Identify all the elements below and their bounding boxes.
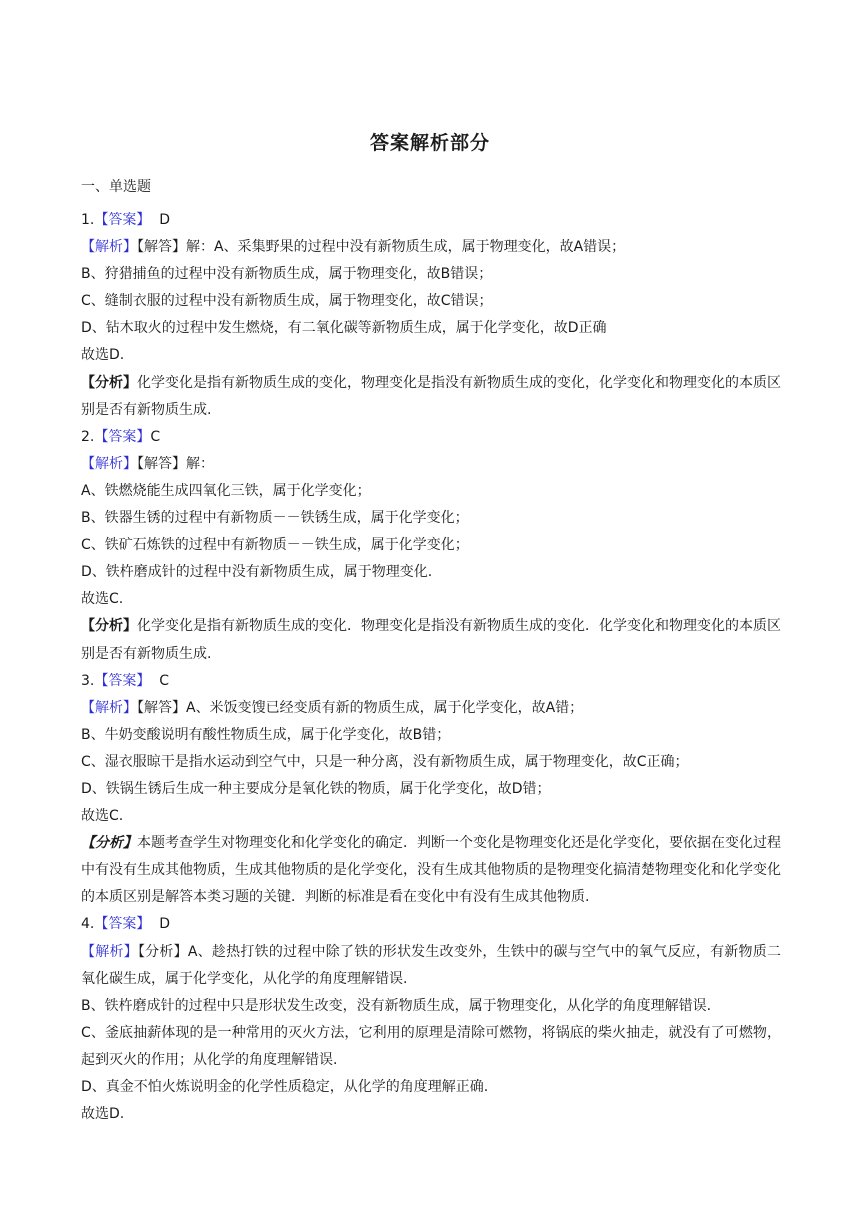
conclusion-line: 故选C. bbox=[81, 808, 124, 825]
jieda-text: 解：A、采集野果的过程中没有新物质生成，属于物理变化，故A错误； bbox=[186, 239, 626, 256]
answer-line-2 bbox=[81, 424, 781, 451]
conclusion-line: 故选D. bbox=[81, 347, 125, 364]
question-number: 2. bbox=[81, 428, 95, 445]
section-heading: 一、单选题 bbox=[81, 179, 151, 195]
jieda-text: 解： bbox=[186, 455, 214, 472]
jiexi-tag: 【解析】 bbox=[81, 699, 137, 716]
answer-tag: 【答案】 bbox=[94, 212, 151, 228]
jiexi-line bbox=[81, 451, 781, 478]
answer-line-1 bbox=[81, 207, 781, 234]
fenxi-paragraph bbox=[81, 939, 781, 993]
jiexi-tag: 【解析】 bbox=[81, 943, 138, 960]
answer-tag: 【答案】 bbox=[94, 428, 151, 445]
analysis-tag: 【分析】 bbox=[81, 618, 137, 635]
jiexi-tag: 【解析】 bbox=[81, 455, 137, 472]
question-number: 3. bbox=[81, 672, 95, 689]
answer-tag: 【答案】 bbox=[94, 672, 151, 689]
answer-value: C bbox=[159, 672, 170, 689]
analysis-paragraph bbox=[81, 370, 781, 424]
answer-value: D bbox=[159, 212, 171, 228]
answer-line-4 bbox=[81, 911, 781, 938]
analysis-paragraph bbox=[81, 830, 781, 911]
explanation-line: D、钻木取火的过程中发生燃烧，有二氧化碳等新物质生成，属于化学变化，故D正确 bbox=[81, 320, 607, 337]
explanation-line: B、牛奶变酸说明有酸性物质生成，属于化学变化，故B错； bbox=[81, 726, 451, 743]
analysis-tag: 【分析】 bbox=[81, 374, 137, 391]
answer-line-3 bbox=[81, 668, 781, 695]
analysis-text: 化学变化是指有新物质生成的变化，物理变化是指没有新物质生成的变化，化学变化和物理变化的本质区别是否有新物质生成. bbox=[81, 374, 781, 418]
jieda-tag: 【解答】 bbox=[137, 239, 186, 256]
explanation-line: C、缝制衣服的过程中没有新物质生成，属于物理变化，故C错误； bbox=[81, 293, 493, 310]
fenxi-text: A、趁热打铁的过程中除了铁的形状发生改变外，生铁中的碳与空气中的氧气反应，有新物质二氧化碳生成，属于化学变化，从化学的角度理解错误. bbox=[81, 943, 782, 987]
jieda-tag: 【解答】 bbox=[137, 455, 186, 472]
page-title: 答案解析部分 bbox=[369, 132, 490, 154]
question-number: 4. bbox=[81, 916, 95, 933]
explanation-line: B、铁杵磨成针的过程中只是形状发生改变，没有新物质生成，属于物理变化，从化学的角度理解错误. bbox=[81, 997, 712, 1014]
analysis-tag: 【分析】 bbox=[81, 835, 137, 852]
explanation-line: B、铁器生锈的过程中有新物质－－铁锈生成，属于化学变化； bbox=[81, 510, 469, 527]
explanation-line: D、真金不怕火炼说明金的化学性质稳定，从化学的角度理解正确. bbox=[81, 1079, 489, 1095]
explanation-line: A、铁燃烧能生成四氧化三铁，属于化学变化； bbox=[81, 482, 371, 499]
answer-tag: 【答案】 bbox=[94, 916, 151, 933]
explanation-line: D、铁杵磨成针的过程中没有新物质生成，属于物理变化. bbox=[81, 564, 433, 581]
jieda-tag: 【解答】 bbox=[137, 699, 186, 716]
jieda-text: A、米饭变馊已经变质有新的物质生成，属于化学变化，故A错； bbox=[186, 699, 584, 716]
answer-value: C bbox=[150, 428, 161, 445]
analysis-text: 本题考查学生对物理变化和化学变化的确定．判断一个变化是物理变化还是化学变化，要依据在变化过程中有没有生成其他物质，生成其他物质的是化学变化，没有生成其他物质的是物理变化搞清楚物理变化和化学变化的本质区别是解答本类习题的关键．判断的标准是看在变化中有没有生成其他物质. bbox=[81, 835, 781, 906]
jiexi-line bbox=[81, 695, 781, 722]
analysis-text: 化学变化是指有新物质生成的变化．物理变化是指没有新物质生成的变化．化学变化和物理变化的本质区别是否有新物质生成. bbox=[81, 618, 781, 662]
answer-value: D bbox=[159, 916, 171, 933]
explanation-line: C、湿衣服晾干是指水运动到空气中，只是一种分离，没有新物质生成，属于物理变化，故C正确； bbox=[81, 753, 689, 770]
fenxi-tag: 【分析】 bbox=[137, 943, 188, 960]
jiexi-line bbox=[81, 234, 781, 261]
answers-content bbox=[81, 207, 781, 1128]
explanation-paragraph: C、釜底抽薪体现的是一种常用的灭火方法，它利用的原理是清除可燃物，将锅底的柴火抽走，就没有了可燃物，起到灭火的作用；从化学的角度理解错误. bbox=[81, 1024, 781, 1068]
conclusion-line: 故选D. bbox=[81, 1106, 125, 1123]
explanation-line: D、铁锅生锈后生成一种主要成分是氧化铁的物质，属于化学变化，故D错； bbox=[81, 780, 551, 797]
explanation-line: C、铁矿石炼铁的过程中有新物质－－铁生成，属于化学变化； bbox=[81, 537, 469, 554]
analysis-paragraph bbox=[81, 613, 781, 667]
conclusion-line: 故选C. bbox=[81, 591, 124, 608]
question-number: 1. bbox=[81, 212, 95, 228]
explanation-line: B、狩猎捕鱼的过程中没有新物质生成，属于物理变化，故B错误； bbox=[81, 266, 493, 283]
jiexi-tag: 【解析】 bbox=[81, 239, 137, 256]
